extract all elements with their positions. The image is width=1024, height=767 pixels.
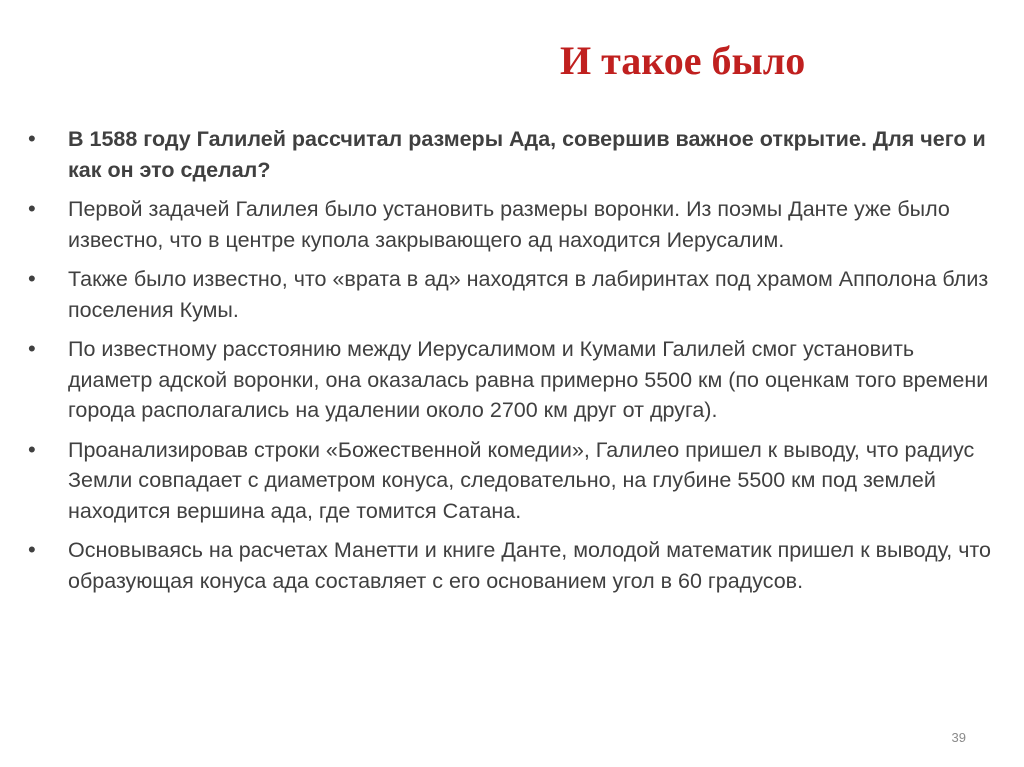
bullet-list xyxy=(28,124,1003,605)
bullet-marker: • xyxy=(28,537,36,562)
bullet-text: По известному расстоянию между Иерусалимом и Кумами Галилей смог установить диаметр адской воронки, она оказалась равна примерно 5500 км (по оценкам того времени города располагались на удалении около 2700 км друг от друга). xyxy=(68,337,989,422)
bullet-item xyxy=(28,264,1003,325)
bullet-text: Основываясь на расчетах Манетти и книге Данте, молодой математик пришел к выводу, что образующая конуса ада составляет с его основанием угол в 60 градусов. xyxy=(68,538,991,593)
bullet-item xyxy=(28,334,1003,426)
bullet-marker: • xyxy=(28,336,36,361)
bullet-text: В 1588 году Галилей рассчитал размеры Ада, совершив важное открытие. Для чего и как он это сделал? xyxy=(68,127,986,182)
bullet-text: Первой задачей Галилея было установить размеры воронки. Из поэмы Данте уже было известно, что в центре купола закрывающего ад находится Иерусалим. xyxy=(68,197,950,252)
bullet-item xyxy=(28,194,1003,255)
slide-title: И такое было xyxy=(560,38,806,83)
bullet-item xyxy=(28,124,1003,185)
bullet-marker: • xyxy=(28,266,36,291)
bullet-marker: • xyxy=(28,126,36,151)
bullet-marker: • xyxy=(28,436,36,462)
bullet-text: Проанализировав строки «Божественной комедии», Галилео пришел к выводу, что радиус Земли совпадает с диаметром конуса, следовательно, на глубине 5500 км под землей находится вершина ада, где томится Сатана. xyxy=(68,437,975,523)
bullet-marker: • xyxy=(28,196,36,221)
bullet-item xyxy=(28,535,1003,596)
page-number: 39 xyxy=(951,730,966,745)
bullet-item xyxy=(28,435,1003,527)
bullet-text: Также было известно, что «врата в ад» находятся в лабиринтах под храмом Апполона близ поселения Кумы. xyxy=(68,267,989,322)
